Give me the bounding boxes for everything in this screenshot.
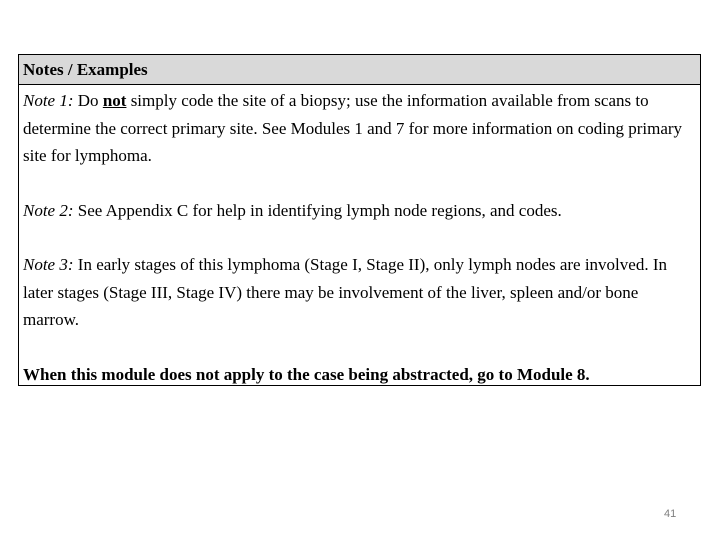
final-note: When this module does not apply to the case being abstracted, go to Module 8. [23,364,590,384]
note-1-emphasis: not [102,91,127,110]
note-2 [23,197,694,225]
spacer [23,170,694,197]
note-3-text: In early stages of this lymphoma (Stage I, Stage II), only lymph nodes are involved. In later stages (Stage III, Stage IV) there may be involvement of the liver, spleen and/or bone marrow. [23,255,667,329]
note-2-label: Note 2: [23,200,74,220]
page-number: 41 [664,508,677,520]
note-1-label: Note 1: [23,91,74,110]
note-3-label: Note 3: [23,255,74,274]
note-1-text: simply code the site of a biopsy; use the information available from scans to determine the correct primary site. See Modules 1 and 7 for more information on coding primary site for lymphoma. [23,91,683,165]
spacer [23,224,694,251]
spacer [23,334,694,361]
notes-examples-box [18,54,701,386]
note-1-pre: Do [77,91,103,110]
note-3 [23,251,694,334]
notes-body [19,85,700,388]
note-2-text: See Appendix C for help in identifying lymph node regions, and codes. [77,200,562,220]
notes-header: Notes / Examples [19,55,700,85]
note-1 [23,87,694,170]
